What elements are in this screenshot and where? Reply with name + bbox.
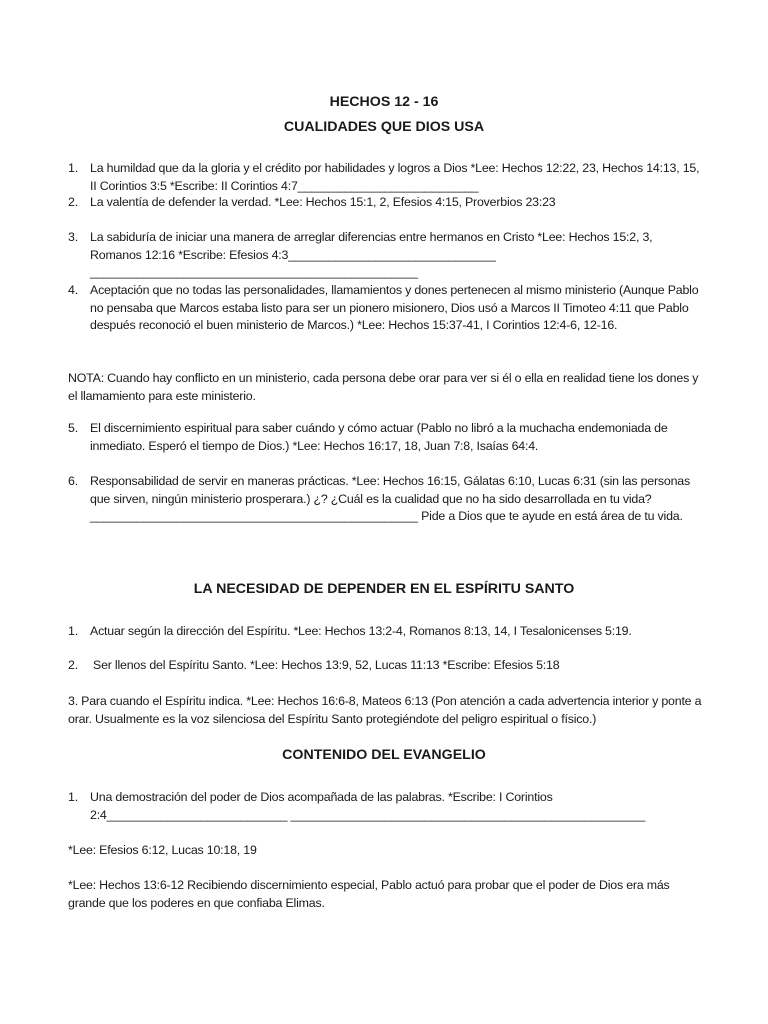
list-item-number: 6. (68, 474, 78, 488)
section-title-cualidades: CUALIDADES QUE DIOS USA (283, 119, 485, 135)
list-item-text: La valentía de defender la verdad. *Lee: Hechos 15:1, 2, Efesios 4:15, Proverbios 23:23 (90, 195, 556, 209)
list-item-text: Actuar según la dirección del Espíritu. *Lee: Hechos 13:2-4, Romanos 8:13, 14, I Tesalonicenses 5:19. (90, 624, 632, 638)
list-item-paragraph: 3. Para cuando el Espíritu indica. *Lee: Hechos 16:6-8, Mateos 6:13 (Pon atención a cada advertencia interior y ponte a orar. Usualmente es la voz silenciosa del Espíritu Santo protegiéndote del peligro espiritual o físico.) (68, 694, 702, 726)
list-item-text: Ser llenos del Espíritu Santo. *Lee: Hechos 13:9, 52, Lucas 11:13 *Escribe: Efesios 5:18 (93, 658, 560, 672)
section-title-espiritu: LA NECESIDAD DE DEPENDER EN EL ESPÍRITU SANTO (193, 581, 575, 597)
list-item-number: 1. (68, 624, 78, 638)
document-title: HECHOS 12 - 16 (329, 94, 439, 110)
list-item-text: Responsabilidad de servir en maneras prácticas. *Lee: Hechos 16:15, Gálatas 6:10, Lucas 6:31 (sin las personas que sirven, ningún ministerio prosperara.) ¿? ¿Cuál es la cualidad que no ha sido desarrollada en tu vida?_________________________________________________ Pide a Dios que te ayude en está área de tu vida. (90, 474, 690, 523)
list-item-number: 2. (68, 658, 78, 672)
list-item-text: El discernimiento espiritual para saber cuándo y cómo actuar (Pablo no libró a la muchacha endemoniada de inmediato. Esperó el tiempo de Dios.) *Lee: Hechos 16:17, 18, Juan 7:8, Isaías 64:4. (90, 421, 668, 453)
list-item-number: 4. (68, 283, 78, 297)
list-item-text: Una demostración del poder de Dios acompañada de las palabras. *Escribe: I Corintios 2:4___________________________ _____________________________________________________ (90, 790, 646, 822)
list-item-number: 3. (68, 230, 78, 244)
list-item-number: 1. (68, 161, 78, 175)
list-item-text: Aceptación que no todas las personalidades, llamamientos y dones pertenecen al mismo ministerio (Aunque Pablo no pensaba que Marcos estaba listo para ser un pionero misionero, Dios usó a Marcos II Timoteo 4:11 que Pablo después reconoció el buen ministerio de Marcos.) *Lee: Hechos 15:37-41, I Corintios 12:4-6, 12-16. (90, 283, 699, 332)
list-item-number: 1. (68, 790, 78, 804)
section-title-evangelio: CONTENIDO DEL EVANGELIO (282, 747, 486, 763)
list-item-text: La humildad que da la gloria y el crédito por habilidades y logros a Dios *Lee: Hechos 12:22, 23, Hechos 14:13, 15, II Corintios 3:5 *Escribe: II Corintios 4:7___________________________ (90, 161, 700, 193)
note-paragraph: NOTA: Cuando hay conflicto en un ministerio, cada persona debe orar para ver si él o ella en realidad tiene los dones y el llamamiento para este ministerio. (68, 371, 699, 403)
list-item-number: 2. (68, 195, 78, 209)
reference-paragraph: *Lee: Efesios 6:12, Lucas 10:18, 19 (68, 843, 257, 857)
list-item-number: 5. (68, 421, 78, 435)
reference-paragraph: *Lee: Hechos 13:6-12 Recibiendo discernimiento especial, Pablo actuó para probar que el poder de Dios era más grande que los poderes en que confiaba Elimas. (68, 878, 670, 910)
list-item-text: La sabiduría de iniciar una manera de arreglar diferencias entre hermanos en Cristo *Lee: Hechos 15:2, 3, Romanos 12:16 *Escribe: Efesios 4:3_______________________________ _________________________________________________ (90, 230, 653, 279)
